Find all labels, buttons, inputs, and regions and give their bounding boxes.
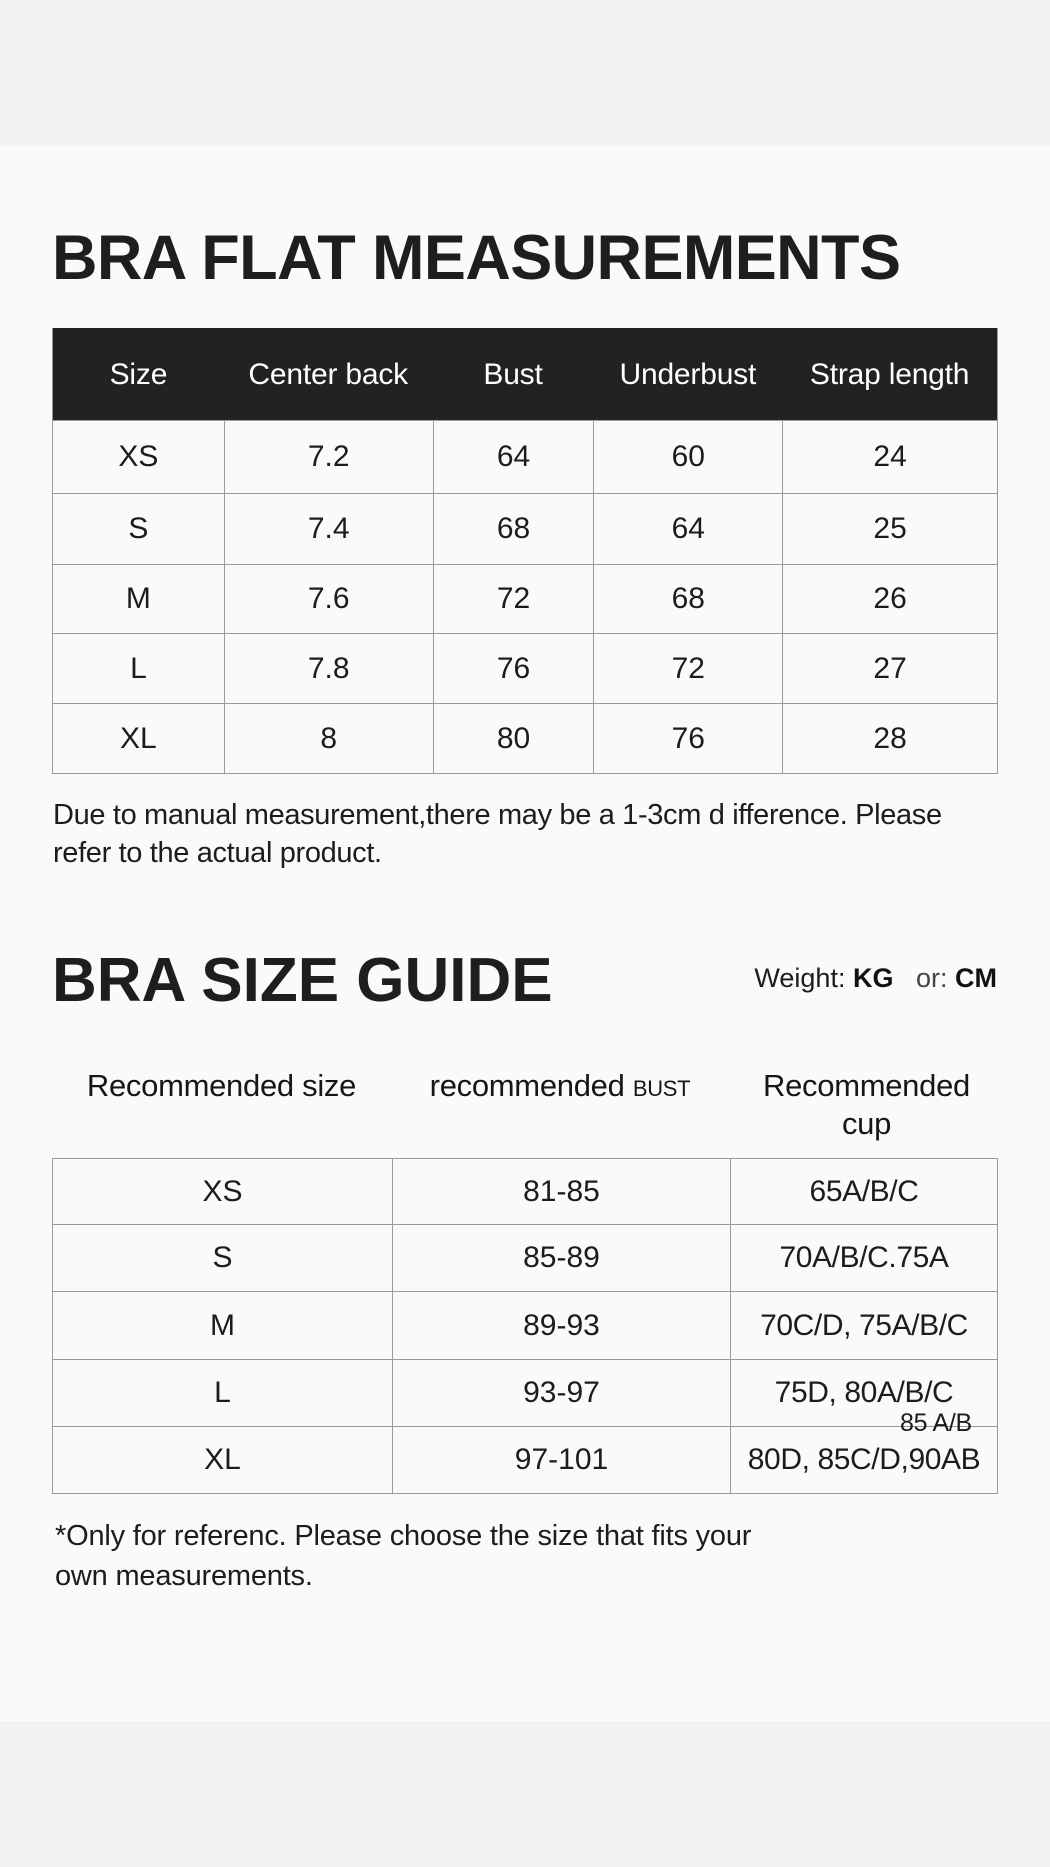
cell-center-back: 7.8 bbox=[224, 634, 433, 703]
cell-bust: 85-89 bbox=[392, 1225, 730, 1291]
cell-bust: 68 bbox=[433, 494, 594, 564]
cell-bust: 72 bbox=[433, 565, 594, 633]
cell-size: XS bbox=[118, 440, 159, 473]
disclaimer-line: refer to the actual product. bbox=[53, 837, 382, 869]
size-guide-title: BRA SIZE GUIDE bbox=[52, 946, 553, 1015]
column-header-strap-length: Strap length bbox=[809, 357, 970, 391]
flat-measurements-table bbox=[52, 328, 998, 774]
cell-bust: 64 bbox=[433, 421, 594, 493]
cell-center-back: 7.6 bbox=[224, 565, 433, 633]
column-header-bust: Bust bbox=[483, 357, 543, 391]
size-guide-table bbox=[52, 1158, 998, 1494]
cell-bust: 76 bbox=[433, 634, 594, 703]
cell-strap-length: 26 bbox=[782, 565, 997, 633]
bust-header-word: bust bbox=[632, 1068, 691, 1103]
cup-header-line2: cup bbox=[841, 1106, 892, 1141]
cell-size: L bbox=[130, 651, 147, 685]
cell-bust: 97-101 bbox=[392, 1427, 730, 1493]
cell-strap-length: 28 bbox=[782, 704, 997, 773]
table-row bbox=[53, 703, 997, 773]
cup-value: 70A/B/C.75A bbox=[779, 1241, 949, 1274]
table-row bbox=[53, 1426, 997, 1493]
table-row bbox=[53, 1359, 997, 1426]
column-header-center-back: Center back bbox=[248, 357, 408, 391]
units-legend bbox=[735, 965, 997, 992]
cell-underbust: 68 bbox=[593, 565, 782, 633]
cell-size: M bbox=[210, 1308, 235, 1342]
cell-underbust: 60 bbox=[593, 421, 782, 493]
cup-value: 65A/B/C bbox=[809, 1174, 919, 1208]
footnote-line: *Only for referenc. Please choose the size that fits your bbox=[55, 1520, 752, 1552]
cell-size: XL bbox=[204, 1443, 241, 1476]
bust-header-prefix: recommended bbox=[429, 1068, 633, 1103]
table-row bbox=[53, 493, 997, 564]
weight-label: Weight: bbox=[754, 963, 853, 993]
column-header-size: Size bbox=[109, 357, 168, 391]
cell-underbust: 72 bbox=[593, 634, 782, 703]
cell-underbust: 64 bbox=[593, 494, 782, 564]
cell-cup bbox=[730, 1225, 997, 1291]
cell-bust: 93-97 bbox=[392, 1360, 730, 1426]
cell-strap-length: 24 bbox=[782, 421, 997, 493]
cell-bust: 80 bbox=[433, 704, 594, 773]
cell-center-back: 7.2 bbox=[224, 421, 433, 493]
table-row bbox=[53, 1224, 997, 1291]
cell-size: S bbox=[212, 1241, 233, 1274]
table-row bbox=[53, 564, 997, 633]
size-guide-column-headers bbox=[52, 1067, 998, 1143]
cup-value: 75D, 80A/B/C bbox=[774, 1376, 954, 1409]
or-label: or: bbox=[915, 963, 955, 993]
weight-unit: KG bbox=[852, 963, 894, 993]
cell-size: S bbox=[128, 512, 149, 545]
cell-strap-length: 25 bbox=[782, 494, 997, 564]
cell-center-back: 8 bbox=[224, 704, 433, 773]
table-row bbox=[53, 1291, 997, 1359]
cell-bust: 89-93 bbox=[392, 1292, 730, 1359]
cell-size: L bbox=[214, 1376, 231, 1409]
cell-size: XS bbox=[202, 1174, 243, 1208]
cup-value: 80D, 85C/D,90AB bbox=[747, 1443, 981, 1476]
table-row bbox=[53, 1158, 997, 1224]
footnote-line: own measurements. bbox=[55, 1560, 313, 1592]
cell-cup bbox=[730, 1159, 997, 1224]
table-row bbox=[53, 633, 997, 703]
column-header-underbust: Underbust bbox=[619, 357, 757, 391]
overlay-cup-note: 85 A/B bbox=[900, 1409, 972, 1437]
cell-center-back: 7.4 bbox=[224, 494, 433, 564]
cell-bust: 81-85 bbox=[392, 1159, 730, 1224]
column-header-recommended-bust bbox=[391, 1067, 729, 1143]
disclaimer-line: Due to manual measurement,there may be a 1-3cm d ifference. Please bbox=[53, 799, 942, 831]
table-header-row bbox=[53, 328, 997, 420]
column-header-recommended-size: Recommended size bbox=[86, 1068, 357, 1103]
column-header-recommended-cup bbox=[729, 1067, 998, 1143]
cup-value: 70C/D, 75A/B/C bbox=[760, 1308, 968, 1342]
cell-size: XL bbox=[120, 721, 157, 755]
flat-measurements-title: BRA FLAT MEASUREMENTS bbox=[52, 223, 901, 293]
measurement-disclaimer bbox=[53, 796, 942, 872]
cell-size: M bbox=[125, 582, 151, 615]
length-unit: CM bbox=[955, 963, 997, 993]
cup-header-line1: Recommended bbox=[763, 1068, 970, 1103]
cell-underbust: 76 bbox=[593, 704, 782, 773]
size-footnote bbox=[55, 1516, 751, 1596]
cell-cup bbox=[730, 1292, 997, 1359]
table-row bbox=[53, 420, 997, 493]
cell-strap-length: 27 bbox=[782, 634, 997, 703]
